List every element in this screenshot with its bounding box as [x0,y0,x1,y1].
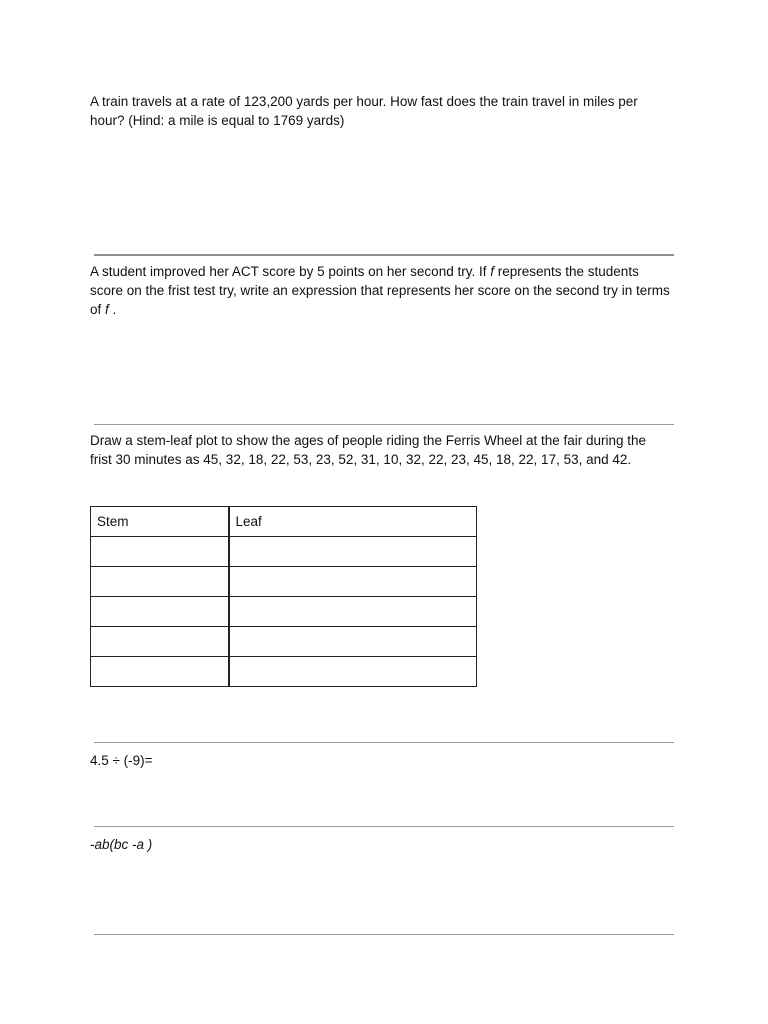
leaf-cell[interactable] [229,567,477,597]
leaf-cell[interactable] [229,537,477,567]
stem-cell[interactable] [91,537,229,567]
table-row [91,627,477,657]
stem-cell[interactable] [91,567,229,597]
table-row [91,657,477,687]
answer-line-3 [94,742,674,743]
table-row [91,537,477,567]
leaf-header: Leaf [229,507,477,537]
stem-header: Stem [91,507,229,537]
stem-leaf-table [90,506,477,687]
question-division: 4.5 ÷ (-9)= [90,753,153,768]
variable-f: f [490,264,494,279]
table-header-row [91,507,477,537]
leaf-cell[interactable] [229,657,477,687]
question-expression: -ab(bc -a ) [90,837,153,852]
leaf-cell[interactable] [229,627,477,657]
answer-line-2 [94,424,674,425]
table-row [91,567,477,597]
question-stem-leaf: Draw a stem-leaf plot to show the ages of people riding the Ferris Wheel at the fair during the frist 30 minutes as 45, 32, 18, 22, 53, 23, 52, 31, 10, 32, 22, 23, 45, 18, 22, 17, 53, and 42. [90,433,647,467]
answer-line-4 [94,826,674,827]
question-act-text-c: . [108,302,117,317]
question-act-text-b: represents the students score on the frist test try, write an expression that represents her score on the second try in terms of [90,264,670,317]
question-act-score [90,262,670,319]
stem-cell[interactable] [91,597,229,627]
question-train-speed: A train travels at a rate of 123,200 yards per hour. How fast does the train travel in miles per hour? (Hind: a mile is equal to 1769 yards) [90,94,638,128]
question-act-text-a: A student improved her ACT score by 5 points on her second try. If [90,264,491,279]
answer-line-1 [94,254,674,256]
stem-cell[interactable] [91,627,229,657]
variable-f: f [105,302,109,317]
leaf-cell[interactable] [229,597,477,627]
table-row [91,597,477,627]
stem-cell[interactable] [91,657,229,687]
answer-line-5 [94,934,674,935]
